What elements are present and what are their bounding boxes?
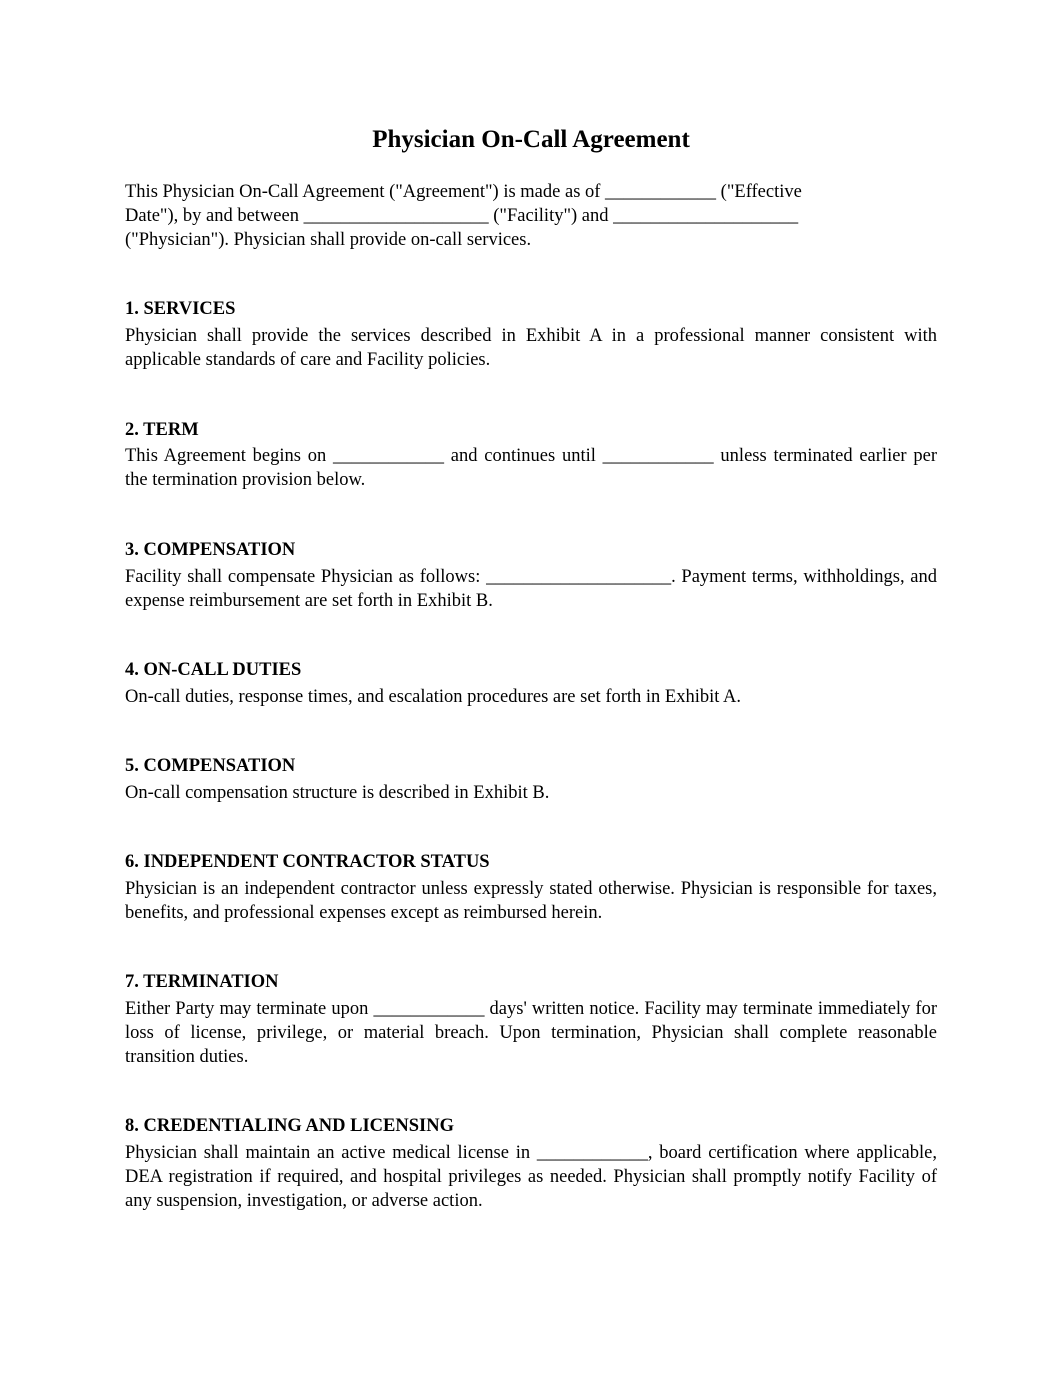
- section-heading-termination: 7. TERMINATION: [125, 972, 279, 992]
- section-body-contractor-status: Physician is an independent contractor unless expressly stated otherwise. Physician is responsible for taxes, benefits, and professional expenses except as reimbursed herein.: [125, 879, 937, 924]
- section-heading-services: 1. SERVICES: [125, 299, 236, 319]
- section-body-services: Physician shall provide the services described in Exhibit A in a professional manner consistent with applicable standards of care and Facility policies.: [125, 326, 937, 371]
- section-heading-credentialing: 8. CREDENTIALING AND LICENSING: [125, 1116, 454, 1136]
- intro-line-1: This Physician On-Call Agreement ("Agreement") is made as of ____________ ("Effective: [125, 182, 802, 202]
- section-body-term: This Agreement begins on ____________ and continues until ____________ unless terminated earlier per the termination provision below.: [125, 446, 937, 491]
- section-heading-contractor-status: 6. INDEPENDENT CONTRACTOR STATUS: [125, 852, 490, 872]
- section-body-on-call-duties: On-call duties, response times, and escalation procedures are set forth in Exhibit A.: [125, 687, 741, 707]
- section-body-credentialing: Physician shall maintain an active medical license in ____________, board certification where applicable, DEA registration if required, and hospital privileges as needed. Physician shall promptly notify Facility of any suspension, investigation, or adverse action.: [125, 1143, 937, 1212]
- section-heading-on-call-duties: 4. ON-CALL DUTIES: [125, 660, 302, 680]
- intro-paragraph: [125, 180, 937, 253]
- section-heading-compensation-2: 5. COMPENSATION: [125, 756, 296, 776]
- section-heading-compensation: 3. COMPENSATION: [125, 540, 296, 560]
- section-heading-term: 2. TERM: [125, 420, 199, 440]
- section-body-compensation-2: On-call compensation structure is described in Exhibit B.: [125, 783, 550, 803]
- document-title: Physician On-Call Agreement: [372, 126, 690, 153]
- section-body-termination: Either Party may terminate upon ____________ days' written notice. Facility may terminate immediately for loss of license, privilege, or material breach. Upon termination, Physician shall complete reasonable transition duties.: [125, 999, 937, 1068]
- intro-line-2: Date"), by and between ____________________ ("Facility") and ____________________: [125, 206, 799, 227]
- section-body-compensation: Facility shall compensate Physician as follows: ____________________. Payment terms, withholdings, and expense reimbursement are set forth in Exhibit B.: [125, 567, 937, 612]
- intro-line-3: ("Physician"). Physician shall provide on-call services.: [125, 230, 532, 251]
